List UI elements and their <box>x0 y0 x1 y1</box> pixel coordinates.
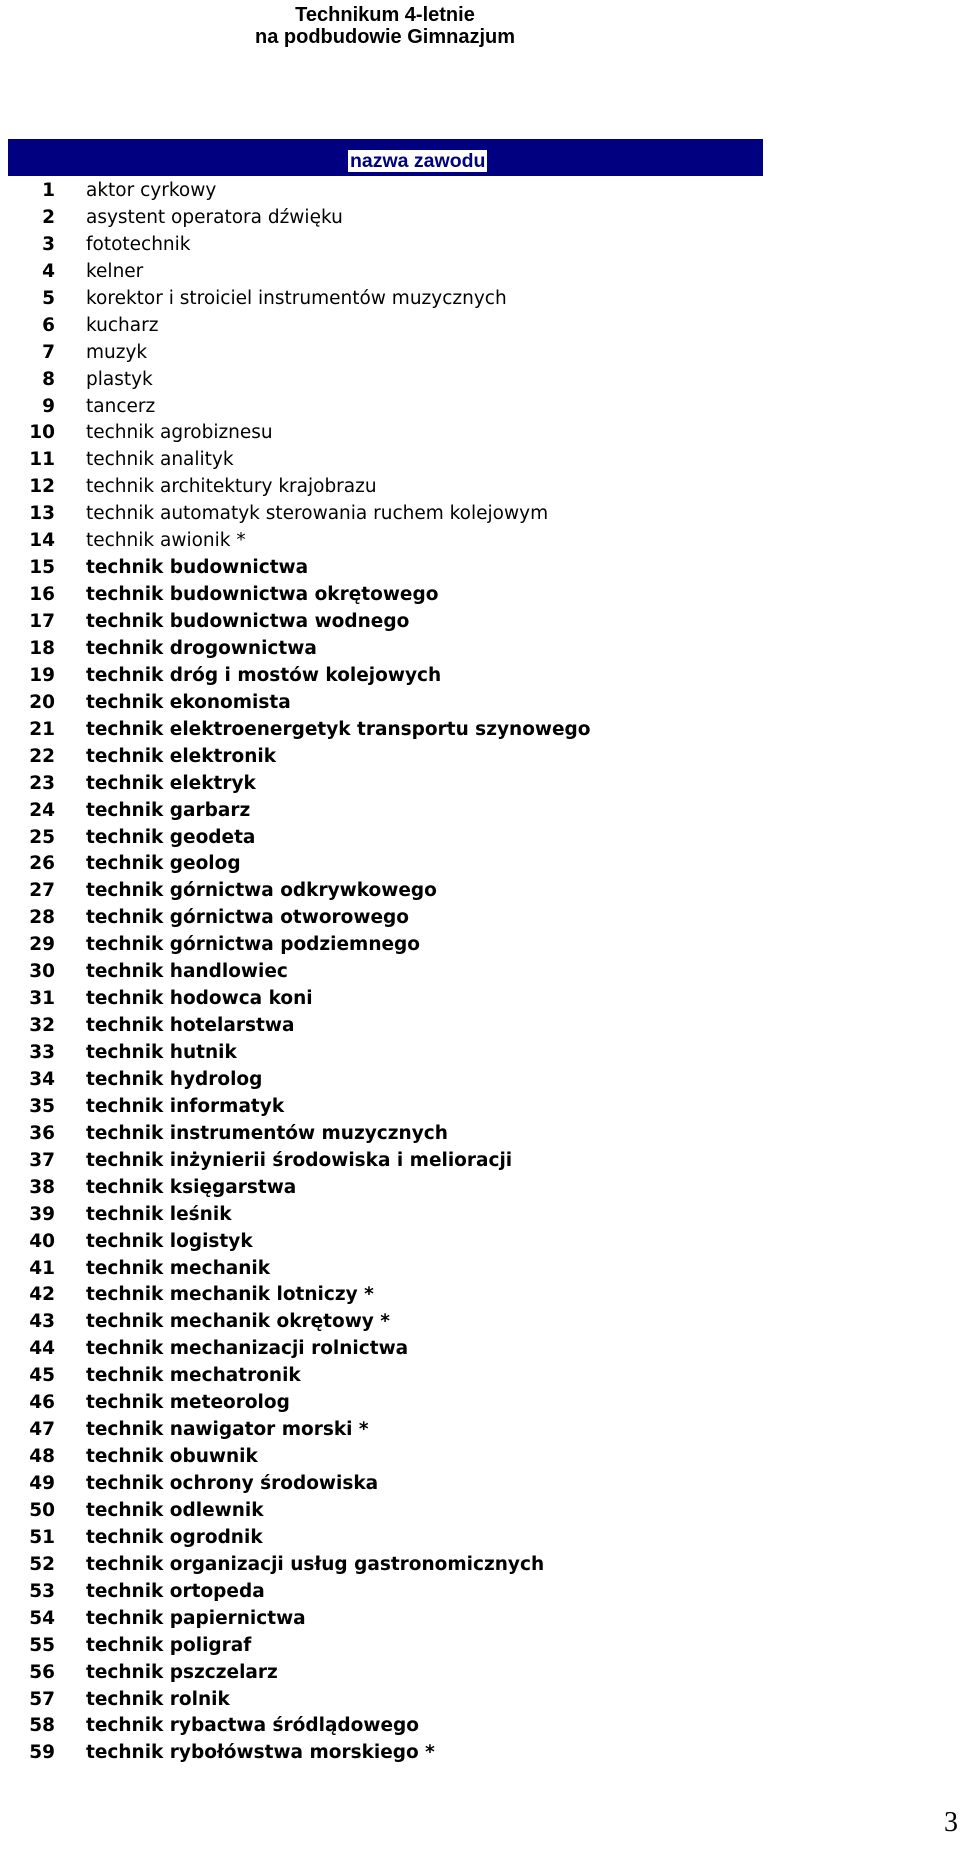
list-item <box>0 851 960 878</box>
item-number: 18 <box>29 637 55 659</box>
item-number: 49 <box>29 1473 55 1494</box>
list-item <box>0 636 960 663</box>
profession-name: technik ochrony środowiska <box>86 1473 379 1494</box>
list-item <box>0 1363 960 1390</box>
profession-name: technik hutnik <box>86 1042 237 1063</box>
item-number: 38 <box>29 1176 55 1198</box>
page-number: 3 <box>944 1807 958 1838</box>
list-item <box>0 1606 960 1633</box>
item-number: 39 <box>29 1203 55 1225</box>
list-item <box>0 1390 960 1417</box>
item-number: 10 <box>29 422 55 444</box>
profession-name: tancerz <box>86 395 156 417</box>
list-item <box>0 1660 960 1687</box>
item-number: 30 <box>29 961 55 983</box>
item-number: 8 <box>42 368 55 390</box>
profession-name: technik instrumentów muzycznych <box>86 1122 448 1144</box>
profession-name: technik architektury krajobrazu <box>86 476 377 498</box>
item-number: 59 <box>29 1742 55 1764</box>
profession-name: asystent operatora dźwięku <box>86 206 343 228</box>
list-item <box>0 367 960 394</box>
item-number: 4 <box>42 260 55 282</box>
profession-name: technik ortopeda <box>86 1580 265 1602</box>
profession-name: technik organizacji usług gastronomicznych <box>86 1553 545 1575</box>
list-item <box>0 1282 960 1309</box>
item-number: 29 <box>29 934 55 956</box>
profession-name: technik meteorolog <box>86 1392 290 1414</box>
profession-name: technik budownictwa <box>86 557 309 579</box>
profession-name: technik hotelarstwa <box>86 1015 295 1037</box>
item-number: 46 <box>29 1392 55 1414</box>
list-item <box>0 1471 960 1498</box>
profession-name: technik hodowca koni <box>86 988 313 1010</box>
profession-name: technik mechanik okrętowy * <box>86 1311 390 1333</box>
profession-name: technik księgarstwa <box>86 1176 297 1198</box>
list-item <box>0 555 960 582</box>
document-subtitle: na podbudowie Gimnazjum <box>255 26 515 48</box>
list-item <box>0 905 960 932</box>
item-number: 6 <box>42 314 55 336</box>
list-item <box>0 825 960 852</box>
column-header-profession-name: nazwa zawodu <box>350 150 486 172</box>
item-number: 50 <box>29 1499 55 1521</box>
list-item <box>0 259 960 286</box>
profession-name: plastyk <box>86 368 153 390</box>
item-number: 42 <box>29 1284 55 1306</box>
profession-name: technik mechanizacji rolnictwa <box>86 1338 409 1360</box>
list-item <box>0 1740 960 1767</box>
profession-name: technik poligraf <box>86 1634 252 1656</box>
item-number: 15 <box>29 557 55 579</box>
list-item <box>0 717 960 744</box>
profession-name: technik garbarz <box>86 799 251 821</box>
item-number: 35 <box>29 1095 55 1117</box>
profession-name: technik górnictwa odkrywkowego <box>86 880 437 902</box>
list-item <box>0 1013 960 1040</box>
list-item <box>0 286 960 313</box>
item-number: 1 <box>42 180 55 201</box>
list-item <box>0 474 960 501</box>
profession-name: technik agrobiznesu <box>86 422 273 444</box>
list-item <box>0 1498 960 1525</box>
item-number: 33 <box>29 1042 55 1063</box>
item-number: 37 <box>29 1149 55 1171</box>
item-number: 55 <box>29 1634 55 1656</box>
profession-name: technik górnictwa podziemnego <box>86 934 420 956</box>
profession-name: technik automatyk sterowania ruchem kolejowym <box>86 503 549 525</box>
item-number: 12 <box>29 476 55 498</box>
list-item <box>0 1444 960 1471</box>
item-number: 43 <box>29 1311 55 1333</box>
list-item <box>0 340 960 367</box>
profession-name: technik elektroenergetyk transportu szynowego <box>86 718 591 740</box>
item-number: 11 <box>29 449 55 471</box>
item-number: 3 <box>42 233 55 255</box>
item-number: 36 <box>29 1122 55 1144</box>
list-item <box>0 1094 960 1121</box>
profession-name: technik informatyk <box>86 1095 285 1117</box>
list-item <box>0 1633 960 1660</box>
profession-name: technik mechanik <box>86 1257 271 1279</box>
item-number: 47 <box>29 1419 55 1441</box>
profession-name: technik drogownictwa <box>86 637 317 659</box>
item-number: 26 <box>29 853 55 875</box>
list-item <box>0 1713 960 1740</box>
profession-name: technik ekonomista <box>86 691 291 713</box>
item-number: 13 <box>29 503 55 525</box>
item-number: 52 <box>29 1553 55 1575</box>
profession-name: technik elektronik <box>86 745 277 767</box>
item-number: 20 <box>29 691 55 713</box>
item-number: 51 <box>29 1526 55 1548</box>
profession-name: technik leśnik <box>86 1203 232 1225</box>
list-item <box>0 1148 960 1175</box>
list-item <box>0 932 960 959</box>
list-item <box>0 1552 960 1579</box>
profession-name: technik ogrodnik <box>86 1526 263 1548</box>
item-number: 2 <box>42 206 55 228</box>
list-item <box>0 1256 960 1283</box>
list-item <box>0 1417 960 1444</box>
list-item <box>0 959 960 986</box>
list-item <box>0 878 960 905</box>
item-number: 23 <box>29 772 55 794</box>
profession-name: kelner <box>86 260 144 282</box>
item-number: 24 <box>29 799 55 821</box>
item-number: 53 <box>29 1580 55 1602</box>
profession-name: korektor i stroiciel instrumentów muzycznych <box>86 287 507 309</box>
item-number: 16 <box>29 584 55 606</box>
professions-list <box>0 178 960 1767</box>
item-number: 34 <box>29 1068 55 1090</box>
profession-name: kucharz <box>86 314 159 336</box>
list-item <box>0 1336 960 1363</box>
list-item <box>0 986 960 1013</box>
profession-name: technik nawigator morski * <box>86 1419 369 1441</box>
item-number: 48 <box>29 1446 55 1468</box>
list-item <box>0 1202 960 1229</box>
list-item <box>0 744 960 771</box>
item-number: 21 <box>29 718 55 740</box>
list-item <box>0 1040 960 1067</box>
profession-name: technik pszczelarz <box>86 1661 278 1683</box>
item-number: 58 <box>29 1715 55 1737</box>
list-item <box>0 609 960 636</box>
list-item <box>0 1579 960 1606</box>
list-item <box>0 1687 960 1714</box>
profession-name: technik górnictwa otworowego <box>86 907 409 929</box>
profession-name: technik logistyk <box>86 1230 253 1252</box>
item-number: 7 <box>42 341 55 363</box>
item-number: 9 <box>42 395 55 417</box>
document-title: Technikum 4-letnie <box>295 4 475 26</box>
profession-name: technik rybołówstwa morskiego * <box>86 1742 435 1764</box>
profession-name: technik odlewnik <box>86 1499 264 1521</box>
profession-name: technik budownictwa wodnego <box>86 611 410 632</box>
profession-name: technik hydrolog <box>86 1068 263 1090</box>
item-number: 17 <box>29 611 55 632</box>
list-item <box>0 1309 960 1336</box>
profession-name: technik inżynierii środowiska i melioracji <box>86 1149 513 1171</box>
list-item <box>0 1175 960 1202</box>
profession-name: technik geolog <box>86 853 241 875</box>
item-number: 14 <box>29 530 55 552</box>
list-item <box>0 447 960 474</box>
list-item <box>0 420 960 447</box>
list-item <box>0 232 960 259</box>
profession-name: technik mechanik lotniczy * <box>86 1284 374 1306</box>
profession-name: technik rolnik <box>86 1688 230 1710</box>
list-item <box>0 690 960 717</box>
item-number: 5 <box>42 287 55 309</box>
item-number: 45 <box>29 1365 55 1387</box>
list-item <box>0 1121 960 1148</box>
profession-name: technik handlowiec <box>86 961 288 983</box>
item-number: 57 <box>29 1688 55 1710</box>
item-number: 32 <box>29 1015 55 1037</box>
profession-name: technik budownictwa okrętowego <box>86 584 439 606</box>
list-item <box>0 501 960 528</box>
item-number: 27 <box>29 880 55 902</box>
list-item <box>0 1525 960 1552</box>
list-item <box>0 313 960 340</box>
profession-name: technik analityk <box>86 449 234 471</box>
item-number: 25 <box>29 826 55 848</box>
list-item <box>0 582 960 609</box>
item-number: 28 <box>29 907 55 929</box>
profession-name: fototechnik <box>86 233 191 255</box>
item-number: 19 <box>29 664 55 686</box>
item-number: 54 <box>29 1607 55 1629</box>
profession-name: technik rybactwa śródlądowego <box>86 1715 419 1737</box>
profession-name: technik papiernictwa <box>86 1607 306 1629</box>
item-number: 56 <box>29 1661 55 1683</box>
profession-name: technik mechatronik <box>86 1365 301 1387</box>
profession-name: technik awionik * <box>86 530 246 552</box>
list-item <box>0 178 960 205</box>
list-item <box>0 663 960 690</box>
profession-name: aktor cyrkowy <box>86 180 217 201</box>
item-number: 44 <box>29 1338 55 1360</box>
list-item <box>0 771 960 798</box>
list-item <box>0 394 960 421</box>
list-item <box>0 1067 960 1094</box>
item-number: 40 <box>29 1230 55 1252</box>
profession-name: technik obuwnik <box>86 1446 258 1468</box>
list-item <box>0 1229 960 1256</box>
item-number: 31 <box>29 988 55 1010</box>
profession-name: technik elektryk <box>86 772 256 794</box>
profession-name: technik geodeta <box>86 826 256 848</box>
item-number: 22 <box>29 745 55 767</box>
list-item <box>0 205 960 232</box>
item-number: 41 <box>29 1257 55 1279</box>
profession-name: technik dróg i mostów kolejowych <box>86 664 442 686</box>
list-item <box>0 798 960 825</box>
list-item <box>0 528 960 555</box>
profession-name: muzyk <box>86 341 148 363</box>
